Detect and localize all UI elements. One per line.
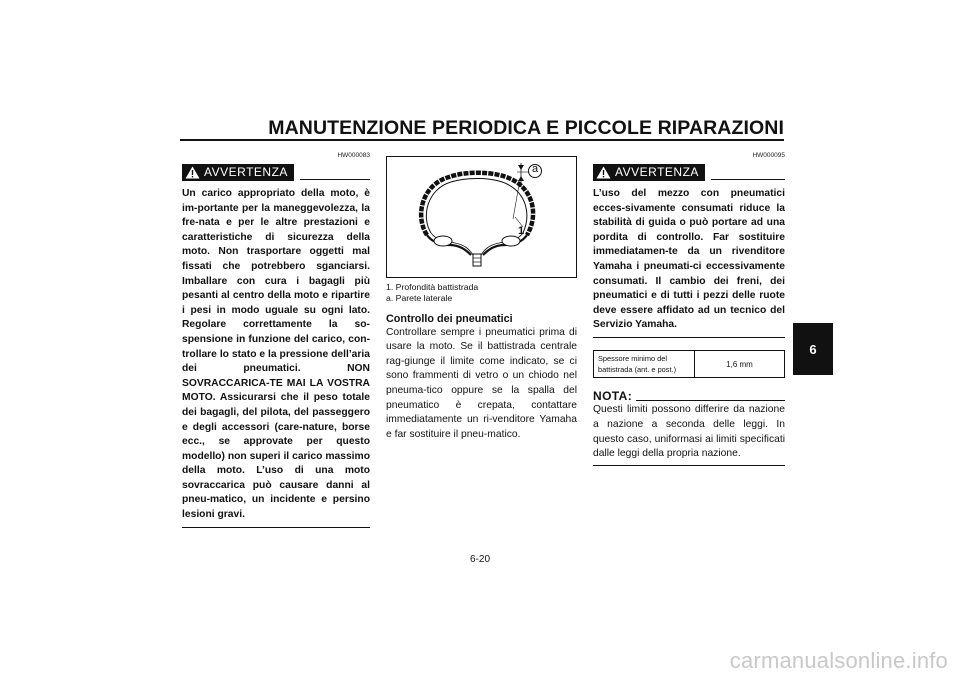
warning-badge-2	[593, 164, 705, 181]
warning-header-rule	[300, 179, 370, 181]
spec-value: 1,6 mm	[695, 351, 785, 378]
middle-column	[386, 282, 577, 442]
spec-row	[594, 351, 785, 378]
warning-badge	[182, 164, 294, 181]
title-rule	[180, 139, 784, 141]
warning-text-2: L’uso del mezzo con pneumatici ecces-sivamente consumati riduce la stabilità di guida o può portare ad una pordita di controllo. Far sostituire immediatamen-te da un rivenditore Yamaha i pneumati-ci eccessivamente consumati. Il cambio dei freni, dei pneumatici e di tutti i pezzi delle ruote deve essere affidato ad un tecnico del Servizio Yamaha.	[593, 188, 785, 331]
page-title: MANUTENZIONE PERIODICA E PICCOLE RIPARAZIONI	[268, 117, 784, 139]
caption-tread-depth: 1. Profondità battistrada	[386, 282, 479, 292]
tire-figure	[386, 156, 577, 278]
note-header-rule	[636, 400, 785, 401]
note-text: Questi limiti possono differire da nazione a nazione a seconda delle leggi. In questo caso, uniformasi ai limiti specificati dalle leggi della propria nazione.	[593, 404, 785, 460]
warning-header-2	[593, 163, 785, 181]
caption-sidewall: a. Parete laterale	[386, 293, 453, 304]
warning-header	[182, 163, 370, 181]
warning-end-rule	[182, 527, 370, 529]
tire-cross-section-diagram	[387, 157, 576, 277]
figure-label-1: 1	[518, 225, 525, 237]
section-body: Controllare sempre i pneumatici prima di usare la moto. Se il battistrada centrale rag-giunge il limite come indicato, se ci sono frammenti di vetro o un chiodo nel pneuma-tico oppure se la spalla del pneumatico è crepata, contattare immediatamente un ri-venditore Yamaha e far sostituire il pneu-matico.	[386, 326, 577, 440]
left-column	[182, 152, 370, 528]
section-heading: Controllo dei pneumatici	[386, 312, 513, 325]
warning-triangle-icon	[596, 166, 611, 179]
spec-label: Spessore minimo del battistrada (ant. e post.)	[594, 351, 695, 378]
warning-code: HW000083	[337, 152, 370, 159]
warning-text: Un carico appropriato della moto, è im-portante per la maneggevolezza, la fre-nata e per le altre prestazioni e caratteristiche di sicurezza della moto. Non trasportare oggetti mal fissati che potrebbero sganciarsi. Imballare con cura i bagagli più pesanti al centro della moto e ripartire i pesi in modo uguale su ogni lato. Regolare correttamente la so-spensione in funzione del carico, con-trollare lo stato e la pressione dell’aria dei pneumatici. NON SOVRACCARICA-TE MAI LA VOSTRA MOTO. Assicurarsi che il peso totale dei bagagli, del pilota, del passeggero e degli accessori (care-nature, borse ecc., se approvate per questo modello) non superi il carico massimo della moto. L’uso di una moto sovraccarica può causare danni al pneu-matico, un incidente e persino lesioni gravi.	[182, 188, 370, 521]
warning-triangle-icon	[185, 166, 200, 179]
figure-label-a: a	[531, 163, 539, 175]
note-label: NOTA:	[593, 389, 633, 404]
warning-code-2: HW000095	[752, 152, 785, 159]
right-column	[593, 152, 785, 466]
warning-header-rule-2	[711, 179, 785, 181]
note-end-rule	[593, 465, 785, 466]
spec-table	[593, 350, 785, 378]
note-header	[593, 389, 785, 403]
warning-label-2: AVVERTENZA	[615, 165, 699, 179]
chapter-tab: 6	[793, 323, 833, 375]
watermark: carmanualsonline.info	[729, 648, 948, 673]
warning-end-rule-2	[593, 337, 785, 339]
page-number: 6-20	[469, 554, 490, 565]
warning-label: AVVERTENZA	[204, 165, 288, 179]
